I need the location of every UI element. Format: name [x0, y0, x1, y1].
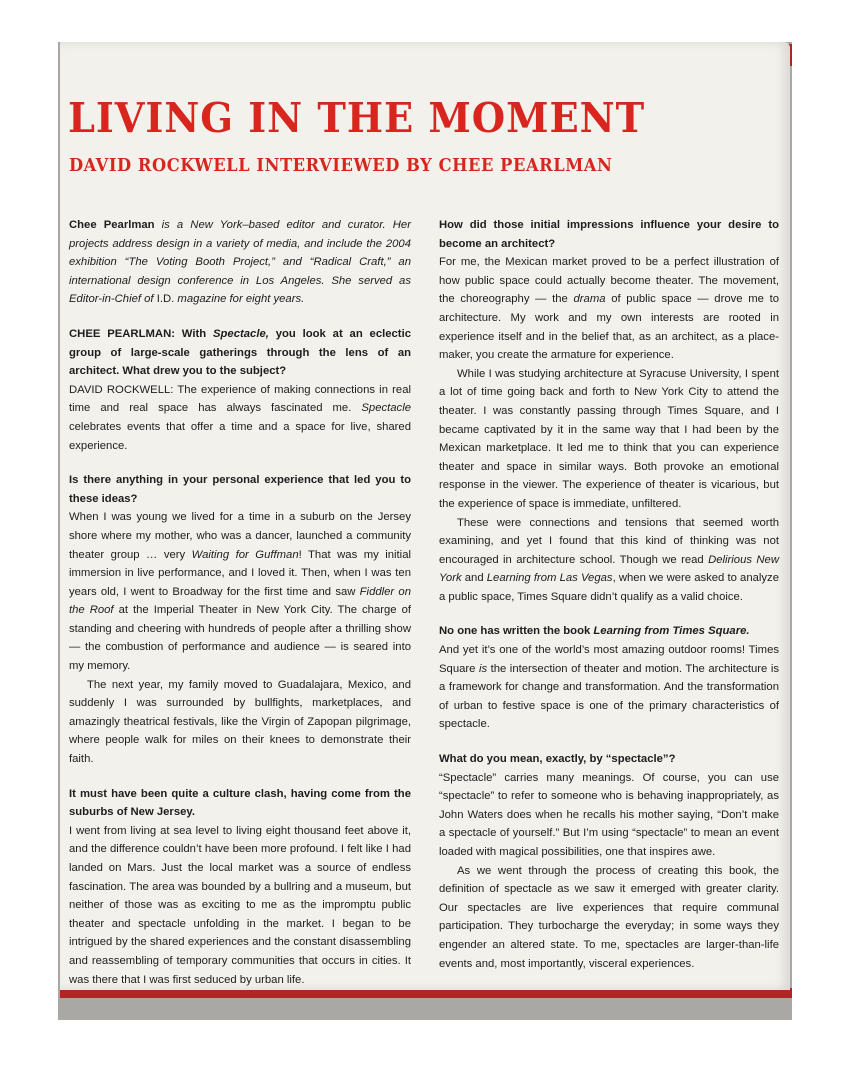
answer-2-em-1: Waiting for Guffman	[191, 548, 299, 561]
answer-4-text-b: of public space — drove me to architecture. My work and my own interests are rooted in experience itself and in the belief that, as an architect, as a place-maker, you create the armature for experience.	[439, 293, 780, 362]
bio-text-a: is a New York–based editor and curator. Her projects address design in a variety of media, and include the 2004 exhibition “The Voting Booth Project,” and “Radical Craft,” an international design conference in Los Angeles. She served as Editor-in-Chief of	[69, 219, 411, 306]
answer-4	[439, 253, 779, 365]
answer-2-em-2: Fiddler on the Roof	[69, 585, 411, 617]
question-1	[69, 325, 411, 381]
book-page	[60, 42, 790, 990]
answer-3: I went from living at sea level to living eight thousand feet above it, and the difference couldn’t have been more profound. I felt like I had landed on Mars. Just the local market was a source of endless fascination. The area was bounded by a bullring and a museum, but neither of those was as exciting to me as the impromptu public theater and spectacle unfolding in the market. I began to be intrigued by the shared experiences and the constant disassembling and reassembling of temporary communities that occurs in cities. It was there that I was first seduced by urban life.	[69, 824, 411, 986]
answer-5-text-b: the intersection of theater and motion. The architecture is a framework for change and transformation. And the transformation of urban to festive space is one of the primary characteristics of spectacle.	[439, 662, 779, 731]
answer-2	[69, 508, 411, 675]
answer-2-text-c: at the Imperial Theater in New York City. The charge of standing and cheering with hundreds of people after a thrilling show — the combustion of performance and audience — is seared into my memory.	[69, 604, 411, 673]
answer-4-continued: While I was studying architecture at Syracuse University, I spent a lot of time going back and forth to New York City to attend the theater. I was constantly passing through Times Square, and I became captivated by it in the same way that I had been by the Mexican marketplace. It led me to think that you can experience theater and space in similar ways. Both provoke an emotional response in the viewer. The experience of theater is vicarious, but the experience of space is immediate, unfiltered.	[439, 367, 779, 510]
answer-4c-em-1: Delirious New York	[439, 553, 779, 585]
answer-5-em: is	[478, 662, 488, 675]
answer-6: “Spectacle” carries many meanings. Of course, you can use “spectacle” to refer to someone who is behaving inappropriately, as John Waters does when he recalls his mother saying, “Don’t make a spectacle of yourself.” But I’m using “spectacle” to mean an event loaded with magical possibilities, one that inspires awe.	[439, 771, 779, 858]
bio-magazine: I.D.	[156, 293, 175, 306]
left-column	[69, 216, 411, 989]
answer-1-text-a: The experience of making connections in real time and real space has always fascinated me.	[69, 383, 411, 415]
answer-4c-text-a: These were connections and tensions that seemed worth examining, and yet I found that this kind of thinking was not encouraged in architecture school. Though we read	[439, 516, 779, 566]
answer-6-continued: As we went through the process of creating this book, the definition of spectacle as we saw it emerged with greater clarity. Our spectacles are live experiences that require communal participation. They turbocharge the everyday; in some ways they engender an altered state. To me, spectacles are larger-than-life events and, most importantly, visceral experiences.	[439, 864, 779, 970]
page-title: LIVING IN THE MOMENT	[68, 94, 646, 142]
question-5-prefix: No one has written the book	[439, 625, 594, 638]
answer-4c-text-b: and	[461, 572, 487, 585]
question-6: What do you mean, exactly, by “spectacle”?	[439, 753, 676, 766]
author-bio	[69, 216, 411, 309]
answer-4c-em-2: Learning from Las Vegas	[486, 572, 613, 585]
answer-4-continued-2	[439, 514, 779, 607]
question-1-em: Spectacle,	[213, 327, 269, 340]
answer-5	[439, 641, 779, 734]
question-5	[439, 622, 779, 641]
answer-4-em: drama	[573, 293, 606, 306]
question-1-rest: you look at an eclectic group of large-scale gatherings through the lens of an architect. What drew you to the subject?	[69, 327, 411, 378]
answer-2-continued: The next year, my family moved to Guadalajara, Mexico, and suddenly I was surrounded by bullfights, marketplaces, and amazingly theatrical festivals, like the Virgin of Zapopan pilgrimage, where people walk for miles on their knees to demonstrate their faith.	[69, 678, 411, 766]
page-subtitle: DAVID ROCKWELL INTERVIEWED BY CHEE PEARLMAN	[69, 156, 613, 176]
question-5-em: Learning from Times Square.	[593, 625, 750, 638]
answer-1-speaker: DAVID ROCKWELL:	[69, 383, 174, 396]
question-4: How did those initial impressions influence your desire to become an architect?	[439, 219, 779, 250]
question-2: Is there anything in your personal experience that led you to these ideas?	[69, 474, 411, 505]
answer-5-text-a: And yet it’s one of the world’s most amazing outdoor rooms! Times Square	[439, 644, 779, 675]
question-1-prefix: CHEE PEARLMAN: With	[69, 327, 213, 340]
question-3: It must have been quite a culture clash, having come from the suburbs of New Jersey.	[69, 787, 411, 819]
right-column	[439, 216, 779, 973]
answer-4c-text-c: , when we were asked to analyze a public space, Times Square didn’t qualify as a valid choice.	[439, 572, 779, 603]
answer-1-em: Spectacle	[361, 402, 411, 415]
answer-2-text-b: ! That was my initial immersion in live performance, and I loved it. Then, when I was ten years old, I went to Broadway for the first time and saw	[69, 548, 411, 598]
answer-1-text-b: celebrates events that offer a time and a space for live, shared experience.	[69, 420, 411, 452]
answer-4-text-a: For me, the Mexican market proved to be a perfect illustration of how public space could actually become theater. The movement, the choreography — the	[439, 256, 779, 306]
answer-1	[69, 381, 411, 455]
bio-name: Chee Pearlman	[69, 219, 155, 231]
answer-2-text-a: When I was young we lived for a time in a suburb on the Jersey shore where my mother, who was a dancer, launched a community theater group … very	[69, 511, 411, 561]
bio-text-b: magazine for eight years.	[174, 293, 305, 306]
